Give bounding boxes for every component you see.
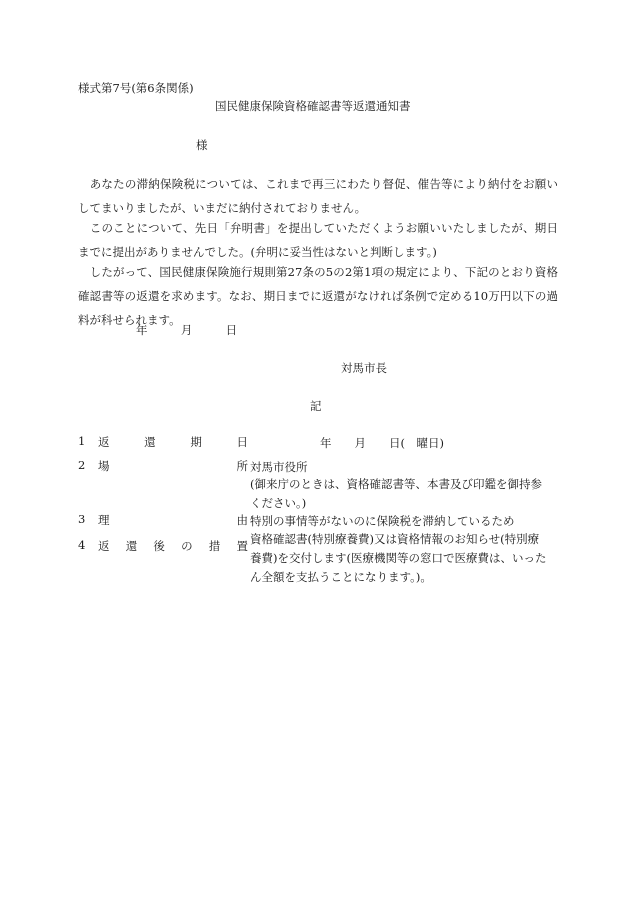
item-place [78, 458, 558, 510]
item-value: 資格確認書(特別療養費)又は資格情報のお知らせ(特別療養費)を交付します(医療機関等の窓口で医療費は、いったん全額を支払うことになります。)。 [250, 532, 547, 584]
label-char: 措 [208, 539, 221, 553]
body-paragraph-1: あなたの滞納保険税については、これまで再三にわたり督促、催告等により納付をお願いしてまいりましたが、いまだに納付されておりません。 [78, 177, 558, 215]
label-char: 期 [190, 435, 202, 449]
item-value: 年 月 日( 曜日) [320, 436, 444, 450]
item-value: 特別の事情等がないのに保険税を滞納しているため [250, 514, 515, 528]
label-char: 所 [236, 459, 248, 473]
item-number: 2 [78, 458, 86, 472]
item-return-deadline [78, 434, 558, 454]
ki-heading: 記 [310, 399, 322, 413]
item-value: 対馬市役所 [250, 460, 308, 474]
item-number: 4 [78, 538, 86, 552]
item-label [98, 434, 248, 450]
body-paragraph-3: したがって、国民健康保険施行規則第27条の5の2第1項の規定により、下記のとおり資格確認書等の返還を求めます。なお、期日までに返還がなければ条例で定める10万円以下の過料が科せられます。 [78, 265, 558, 327]
sender-name: 対馬市長 [341, 361, 387, 375]
day-label: 日 [225, 323, 238, 337]
label-char: 還 [125, 539, 138, 553]
label-char: 後 [153, 539, 165, 553]
label-char: 置 [236, 539, 248, 553]
month-label: 月 [180, 323, 193, 337]
label-char: の [181, 539, 193, 553]
document-title: 国民健康保険資格確認書等返還通知書 [215, 99, 411, 113]
label-char: 返 [98, 435, 110, 449]
item-number: 3 [78, 512, 86, 526]
year-label: 年 [136, 323, 148, 337]
item-post-return-measures [78, 530, 558, 584]
item-label [98, 512, 248, 528]
label-char: 日 [236, 435, 248, 449]
label-char: 場 [98, 459, 110, 473]
label-char: 由 [236, 513, 248, 527]
body-paragraph-2: このことについて、先日「弁明書」を提出していただくようお願いいたしましたが、期日までに提出がありませんでした。(弁明に妥当性はないと判断します。) [78, 221, 558, 259]
item-label [98, 538, 248, 554]
item-reason [78, 512, 558, 532]
label-char: 返 [98, 539, 110, 553]
label-char: 還 [144, 435, 156, 449]
form-number: 様式第7号(第6条関係) [78, 81, 194, 95]
label-char: 理 [98, 513, 110, 527]
item-value-note: (御来庁のときは、資格確認書等、本書及び印鑑を御持参ください。) [250, 477, 542, 510]
addressee-suffix: 様 [196, 138, 208, 152]
item-label [98, 458, 248, 474]
issue-date [136, 322, 237, 338]
item-number: 1 [78, 434, 86, 448]
